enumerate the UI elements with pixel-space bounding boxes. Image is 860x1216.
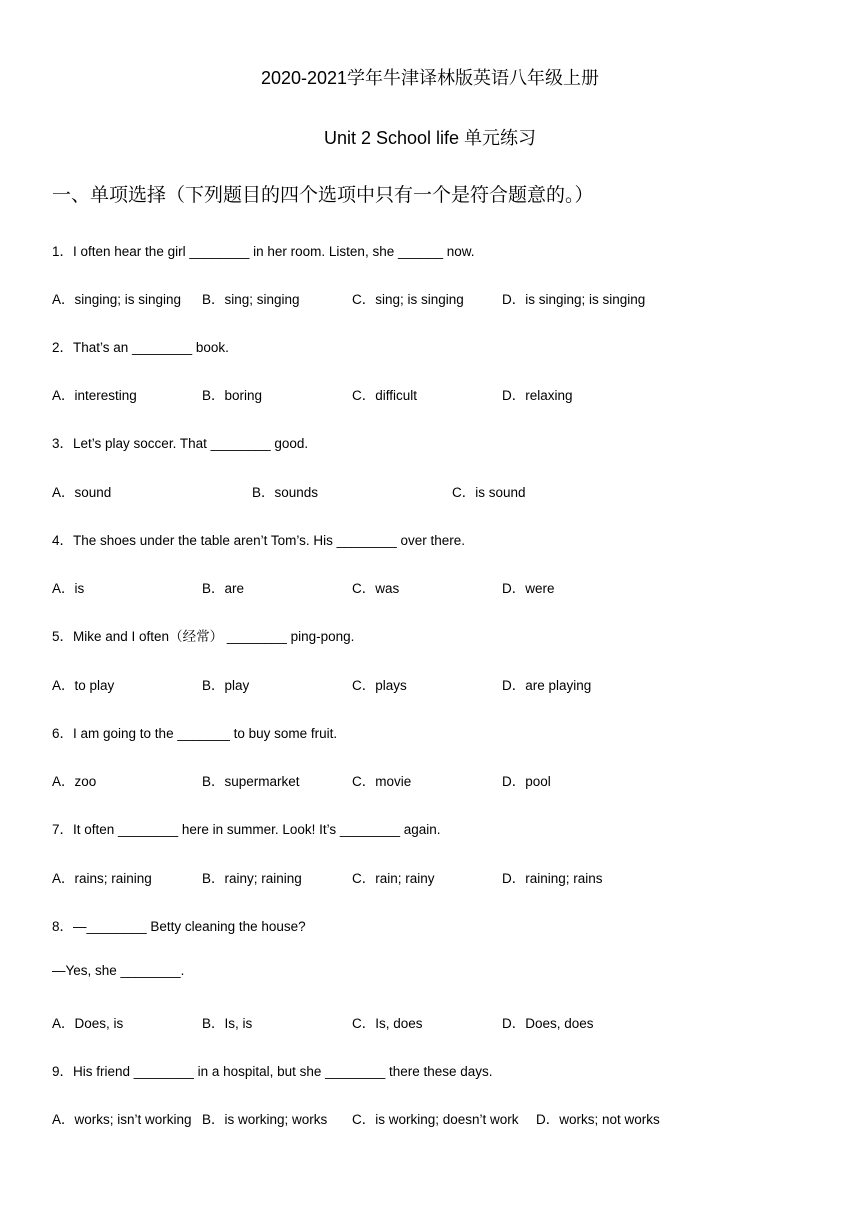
q9-option-d: D．works; not works [536,1112,660,1127]
question-4-stem: 4．The shoes under the table aren’t Tom’s. His ________ over there. [52,533,466,548]
q6-option-b: B．supermarket [202,774,300,789]
q8-option-b: B．Is, is [202,1016,253,1031]
q3-option-a: A．sound [52,485,112,500]
document-subtitle: Unit 2 School life 单元练习 [323,128,537,148]
q4-option-a: A．is [52,581,85,596]
q5-option-c: C．plays [352,678,407,693]
q5-option-a: A．to play [52,678,115,693]
question-7-stem: 7．It often ________ here in summer. Look! It’s ________ again. [52,822,441,837]
question-1-stem: 1．I often hear the girl ________ in her room. Listen, she ______ now. [52,244,475,259]
q3-option-c: C．is sound [452,485,526,500]
q9-option-a: A．works; isn’t working [52,1112,192,1127]
q2-option-a: A．interesting [52,388,137,403]
q1-option-a: A．singing; is singing [52,292,182,307]
q5-option-d: D．are playing [502,678,592,693]
q3-option-b: B．sounds [252,485,319,500]
q2-option-d: D．relaxing [502,388,573,403]
q7-option-a: A．rains; raining [52,871,152,886]
q7-option-b: B．rainy; raining [202,871,302,886]
q2-option-b: B．boring [202,388,263,403]
q8-option-d: D．Does, does [502,1016,594,1031]
q6-option-c: C．movie [352,774,412,789]
q2-option-c: C．difficult [352,388,418,403]
q1-option-b: B．sing; singing [202,292,300,307]
question-8-stem: 8．—________ Betty cleaning the house? [52,919,306,934]
q8-option-c: C．Is, does [352,1016,423,1031]
q4-option-b: B．are [202,581,245,596]
question-2-stem: 2．That’s an ________ book. [52,340,229,355]
q4-option-c: C．was [352,581,400,596]
q9-option-c: C．is working; doesn’t work [352,1112,519,1127]
q6-option-a: A．zoo [52,774,97,789]
document-title: 2020-2021学年牛津译林版英语八年级上册 [260,68,600,88]
question-9-stem: 9．His friend ________ in a hospital, but she ________ there these days. [52,1064,493,1079]
q5-option-b: B．play [202,678,250,693]
question-8-stem-reply: —Yes, she ________. [52,963,185,978]
question-3-stem: 3．Let’s play soccer. That ________ good. [52,436,309,451]
q1-option-c: C．sing; is singing [352,292,464,307]
section-heading: 一、单项选择（下列题目的四个选项中只有一个是符合题意的。） [52,185,594,206]
q8-option-a: A．Does, is [52,1016,124,1031]
question-5-stem: 5．Mike and I often（经常） ________ ping-pong. [52,629,355,644]
q4-option-d: D．were [502,581,555,596]
q7-option-c: C．rain; rainy [352,871,435,886]
q7-option-d: D．raining; rains [502,871,603,886]
q1-option-d: D．is singing; is singing [502,292,646,307]
q9-option-b: B．is working; works [202,1112,328,1127]
q6-option-d: D．pool [502,774,551,789]
question-6-stem: 6．I am going to the _______ to buy some fruit. [52,726,338,741]
